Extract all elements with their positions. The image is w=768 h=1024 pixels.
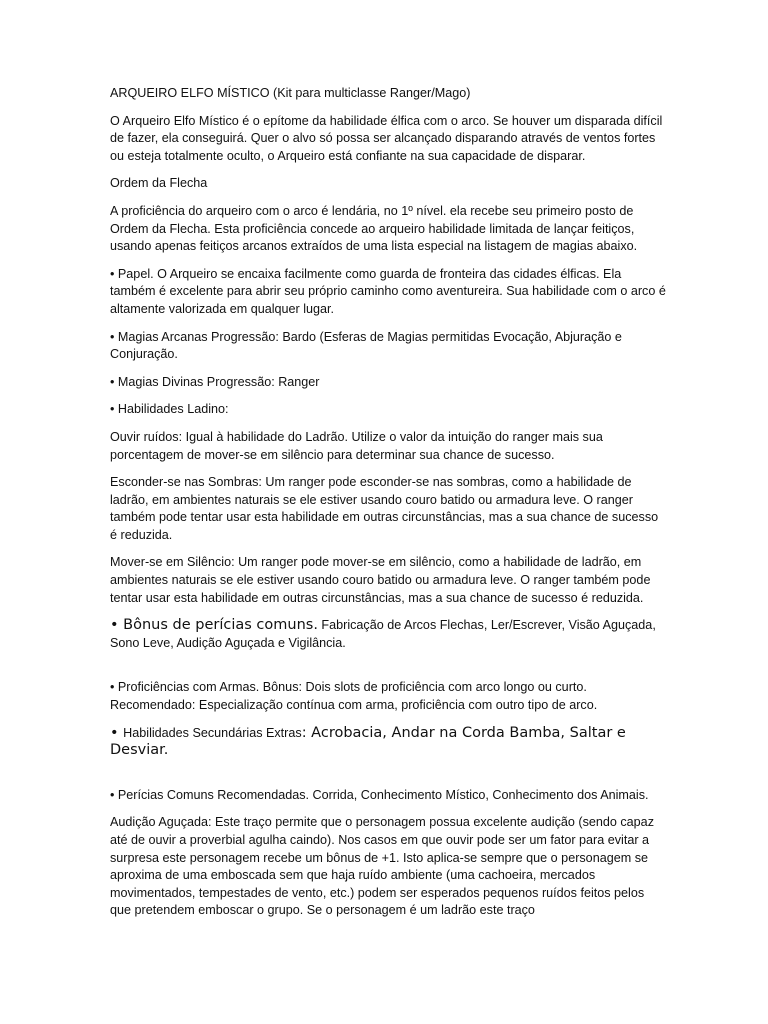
magias-divinas-paragraph: • Magias Divinas Progressão: Ranger xyxy=(110,374,320,389)
magias-arcanas-paragraph: • Magias Arcanas Progressão: Bardo (Esferas de Magias permitidas Evocação, Abjuração e Conjuração. xyxy=(110,329,622,362)
mover-paragraph: Mover-se em Silêncio: Um ranger pode mover-se em silêncio, como a habilidade de ladrão, em ambientes naturais se ele estiver usando couro batido ou armadura leve. O ranger também pode tentar usar esta habilidade em outras circunstâncias, mas a sua chance de sucesso é reduzida. xyxy=(110,555,651,605)
habilidades-ladino-paragraph: • Habilidades Ladino: xyxy=(110,402,229,417)
spacer xyxy=(110,770,666,787)
document-page xyxy=(110,85,666,930)
audicao-paragraph: Audição Aguçada: Este traço permite que o personagem possua excelente audição (sendo capaz até de ouvir a proverbial agulha caindo). Nos casos em que ouvir pode ser um fator para evitar a surpresa este personagem recebe um bônus de +1. Isto aplica-se sempre que o personagem se aproxima de uma emboscada sem que haja ruído ambiente (uma cachoeira, mercados movimentados, tempestades de vento, etc.) podem ser esperados pequenos ruídos feitos pelos que pretendem emboscar o grupo. Se o personagem é um ladrão este traço xyxy=(110,815,654,918)
pericias-recomendadas-paragraph: • Perícias Comuns Recomendadas. Corrida, Conhecimento Místico, Conhecimento dos Animais. xyxy=(110,787,649,802)
secundarias-text: : Acrobacia, Andar na Corda Bamba, Saltar e Desviar. xyxy=(110,724,626,759)
secundarias-paragraph xyxy=(110,725,666,760)
bonus-pericias-text: Fabricação de Arcos Flechas, Ler/Escrever, Visão Aguçada, Sono Leve, Audição Aguçada e Vigilância. xyxy=(110,618,656,650)
spacer xyxy=(110,662,666,679)
doc-title: ARQUEIRO ELFO MÍSTICO (Kit para multiclasse Ranger/Mago) xyxy=(110,86,471,100)
bonus-pericias-paragraph xyxy=(110,617,666,652)
proficiencias-paragraph: • Proficiências com Armas. Bônus: Dois slots de proficiência com arco longo ou curto. Recomendado: Especialização contínua com arma, proficiência com outro tipo de arco. xyxy=(110,680,598,713)
esconder-paragraph: Esconder-se nas Sombras: Um ranger pode esconder-se nas sombras, como a habilidade de ladrão, em ambientes naturais se ele estiver usando couro batido ou armadura leve. O ranger também pode tentar usar esta habilidade em outras circunstâncias, mas a sua chance de sucesso é reduzida. xyxy=(110,475,659,542)
secundarias-lead: Habilidades Secundárias Extras xyxy=(123,725,302,740)
order-heading: Ordem da Flecha xyxy=(110,176,208,191)
bonus-pericias-lead: • Bônus de perícias comuns. xyxy=(110,617,318,634)
intro-paragraph: O Arqueiro Elfo Místico é o epítome da habilidade élfica com o arco. Se houver um disparada difícil de fazer, ela conseguirá. Quer o alvo só possa ser alcançado disparando através de ventos fortes ou esteja totalmente oculto, o Arqueiro está confiante na sua capacidade de disparar. xyxy=(110,113,663,163)
papel-paragraph: • Papel. O Arqueiro se encaixa facilmente como guarda de fronteira das cidades élficas. Ela também é excelente para abrir seu próprio caminho como aventureira. Sua habilidade com o arco é altamente valorizada em qualquer lugar. xyxy=(110,266,666,316)
ouvir-ruidos-paragraph: Ouvir ruídos: Igual à habilidade do Ladrão. Utilize o valor da intuição do ranger mais sua porcentagem de mover-se em silêncio para determinar sua chance de sucesso. xyxy=(110,429,603,462)
order-paragraph: A proficiência do arqueiro com o arco é lendária, no 1º nível. ela recebe seu primeiro posto de Ordem da Flecha. Esta proficiência concede ao arqueiro habilidade limitada de lançar feitiços, usando apenas feitiços arcanos extraídos de uma lista especial na listagem de magias abaixo. xyxy=(110,203,638,254)
secundarias-bullet: • xyxy=(110,724,124,741)
